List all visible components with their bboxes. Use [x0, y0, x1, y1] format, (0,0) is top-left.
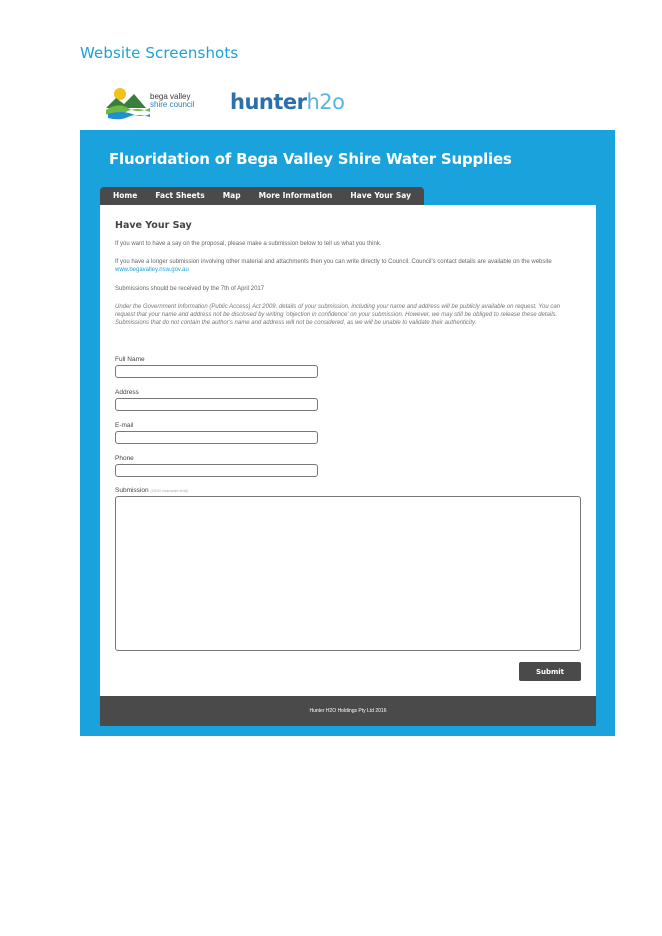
longer-submission-text: If you have a longer submission involving other material and attachments then you can write directly to Council. Council's contact details are available on the website	[115, 259, 552, 265]
content-panel	[100, 205, 596, 696]
bega-valley-council-logo	[106, 84, 210, 124]
phone-label: Phone	[115, 455, 134, 462]
document-heading: Website Screenshots	[80, 44, 239, 62]
council-website-link[interactable]: www.begavalley.nsw.gov.au	[115, 267, 189, 273]
longer-submission-paragraph	[115, 258, 581, 274]
submission-textarea[interactable]	[115, 496, 581, 651]
main-navigation	[100, 187, 424, 205]
council-name-line2: shire council	[150, 100, 195, 109]
nav-more-information[interactable]: More Information	[258, 191, 333, 200]
full-name-input[interactable]	[115, 365, 318, 378]
website-frame	[80, 130, 615, 736]
hunter-logo-suffix: h2o	[306, 90, 345, 114]
nav-home[interactable]: Home	[113, 191, 138, 200]
hills-logo-icon	[106, 84, 150, 120]
nav-fact-sheets[interactable]: Fact Sheets	[155, 191, 205, 200]
council-name-line1: bega valley	[150, 92, 191, 101]
logos	[106, 84, 366, 124]
privacy-paragraph: Under the Government Information (Public Access) Act 2009, details of your submission, including your name and address will be publicly available on request. You can request that your name and address not be disclosed by writing 'objection in confidence' on your submission. However, we may still be obliged to release these details. Submissions that do not contain the author's name and address will not be considered, as we will be unable to validate their authenticity.	[115, 304, 561, 326]
submit-button[interactable]: Submit	[519, 662, 581, 681]
email-label: E-mail	[115, 422, 134, 429]
nav-have-your-say[interactable]: Have Your Say	[350, 191, 411, 200]
site-title: Fluoridation of Bega Valley Shire Water Supplies	[109, 150, 512, 168]
hunter-h2o-logo	[230, 90, 345, 114]
hunter-logo-main: hunter	[230, 90, 307, 114]
page-heading: Have Your Say	[115, 220, 192, 231]
deadline-paragraph: Submissions should be received by the 7th of April 2017	[115, 286, 265, 292]
email-input[interactable]	[115, 431, 318, 444]
address-label: Address	[115, 389, 139, 396]
site-footer: Hunter H2O Holdings Pty Ltd 2016	[100, 696, 596, 726]
intro-paragraph: If you want to have a say on the proposal, please make a submission below to tell us what you think.	[115, 241, 382, 247]
address-input[interactable]	[115, 398, 318, 411]
submission-label: Submission	[115, 487, 149, 494]
full-name-label: Full Name	[115, 356, 145, 363]
nav-map[interactable]: Map	[222, 191, 241, 200]
submission-character-limit: (2000 character limit)	[150, 488, 188, 493]
phone-input[interactable]	[115, 464, 318, 477]
submission-label-row	[115, 487, 188, 494]
